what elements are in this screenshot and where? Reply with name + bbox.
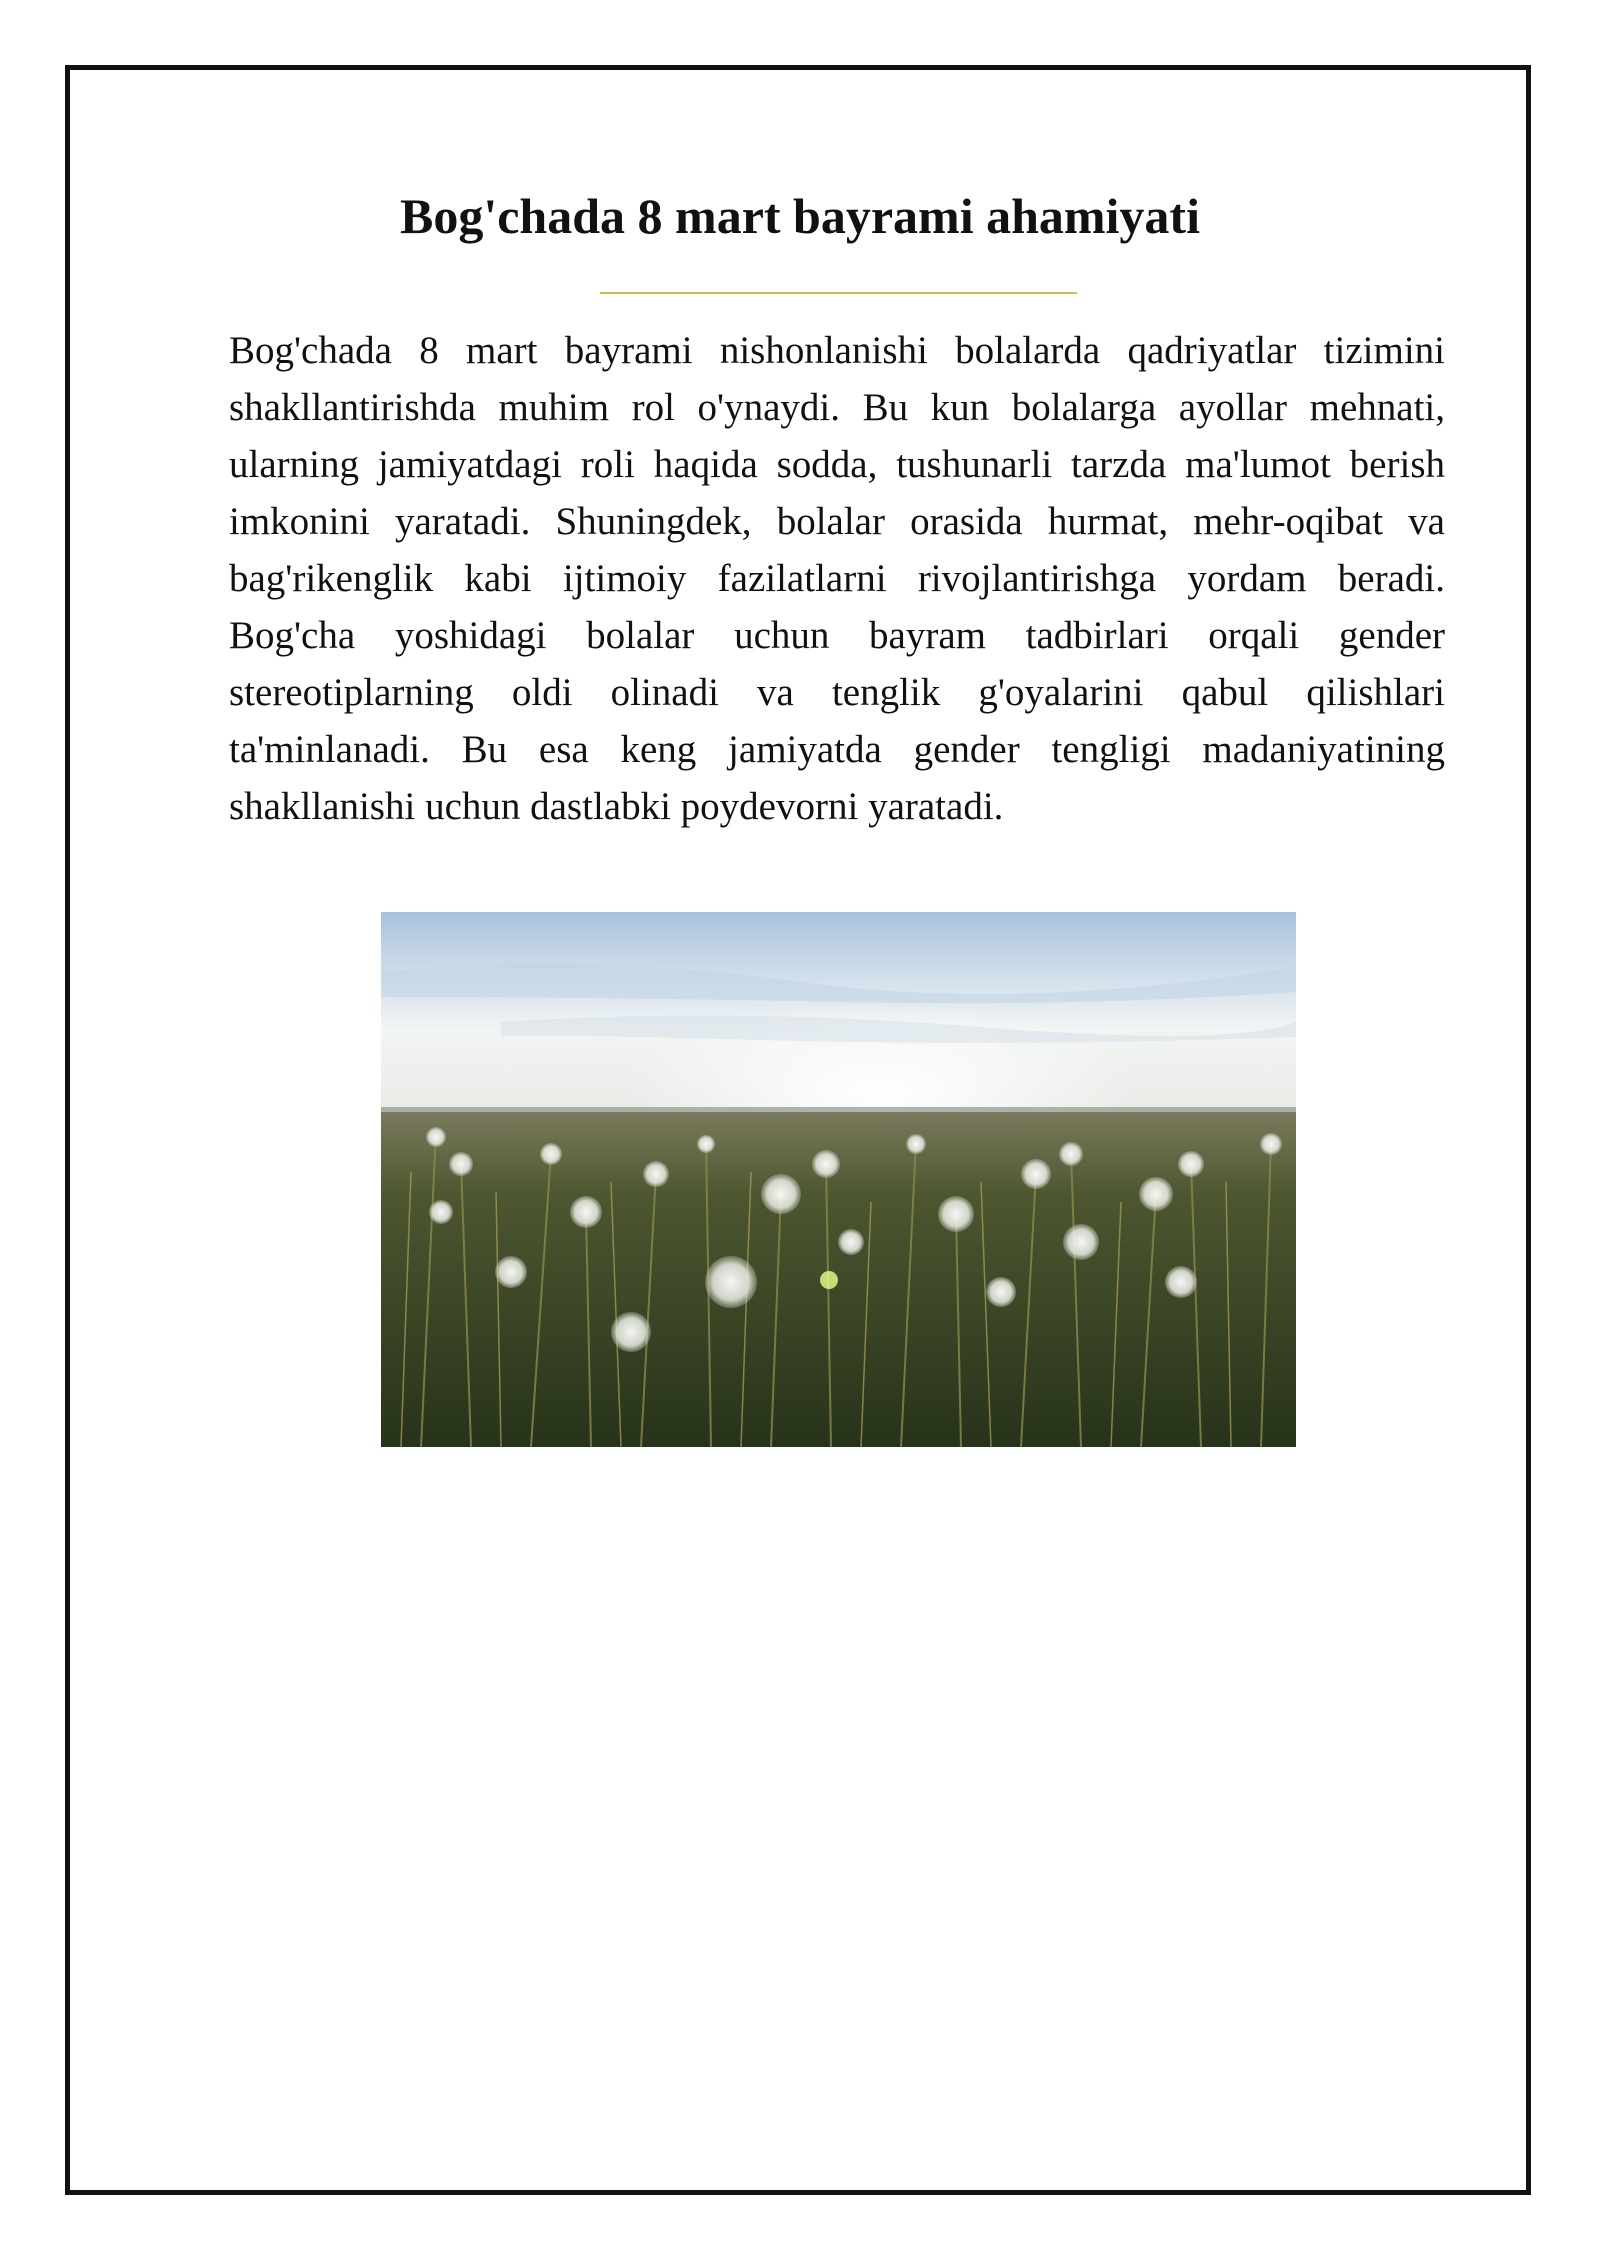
field-illustration xyxy=(381,912,1296,1447)
body-paragraph: Bog'chada 8 mart bayrami nishonlanishi bolalarda qadriyatlar tizimini shakllantirishda muhim rol o'ynaydi. Bu kun bolalarga ayollar mehnati, ularning jamiyatdagi roli haqida sodda, tushunarli tarzda ma'lumot berish imkonini yaratadi. Shuningdek, bolalar orasida hurmat, mehr-oqibat va bag'rikenglik kabi ijtimoiy fazilatlarni rivojlantirishga yordam beradi. Bog'cha yoshidagi bolalar uchun bayram tadbirlari orqali gender stereotiplarning oldi olinadi va tenglik g'oyalarini qabul qilishlari ta'minlanadi. Bu esa keng jamiyatda gender tengligi madaniyatining shakllanishi uchun dastlabki poydevorni yaratadi. xyxy=(229,329,1445,828)
dandelion-field-photo xyxy=(381,912,1296,1447)
title-underline xyxy=(600,292,1077,294)
document-title: Bog'chada 8 mart bayrami ahamiyati xyxy=(400,188,1200,244)
